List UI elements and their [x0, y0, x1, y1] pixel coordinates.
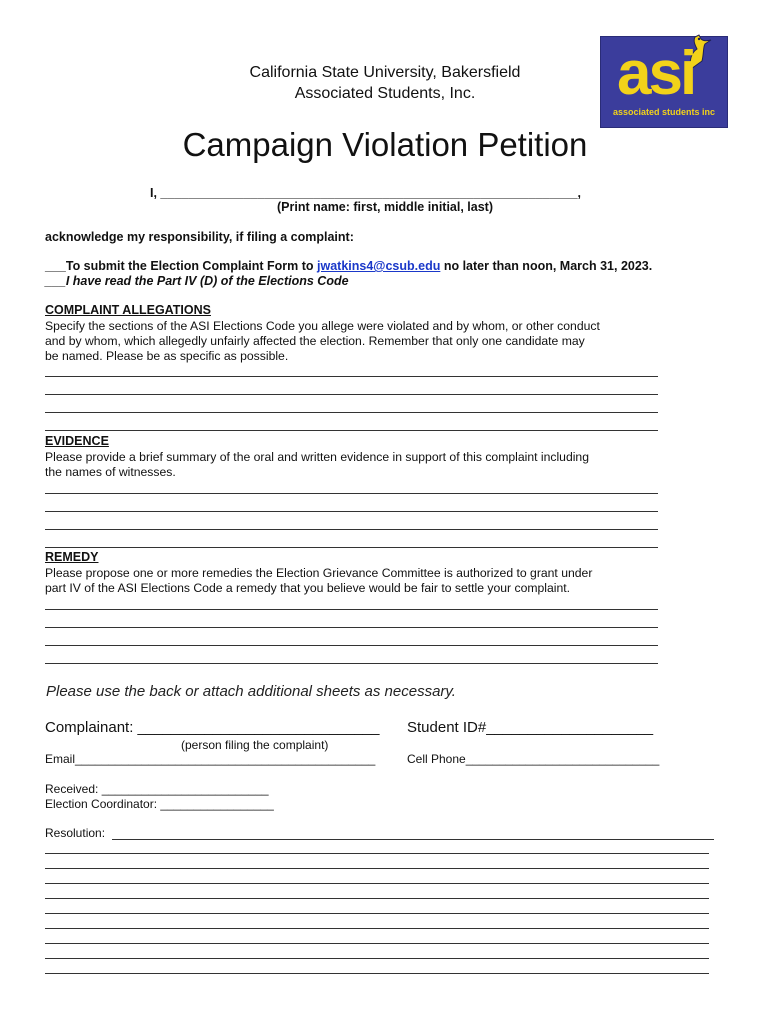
allegations-text-3: be named. Please be as specific as possible.	[45, 349, 289, 363]
resolution-line-8[interactable]	[45, 958, 709, 959]
cell-phone-field[interactable]: Cell Phone_____________________________	[407, 752, 660, 766]
remedy-line-1[interactable]	[45, 609, 658, 610]
evidence-text-1: Please provide a brief summary of the oral and written evidence in support of this complaint including	[45, 450, 589, 464]
allegations-line-4[interactable]	[45, 430, 658, 431]
email-field[interactable]: Email_____________________________________________	[45, 752, 376, 766]
complaint-email-link[interactable]: jwatkins4@csub.edu	[317, 259, 441, 273]
resolution-line-6[interactable]	[45, 928, 709, 929]
logo-word: asi	[617, 39, 695, 108]
allegations-text-2: and by whom, which allegedly unfairly affected the election. Remember that only one candidate may	[45, 334, 585, 348]
additional-sheets-note: Please use the back or attach additional sheets as necessary.	[46, 683, 456, 700]
university-name: California State University, Bakersfield	[249, 64, 521, 81]
complainant-field[interactable]: Complainant: _____________________________	[45, 719, 380, 736]
evidence-line-3[interactable]	[45, 529, 658, 530]
remedy-heading: REMEDY	[45, 550, 99, 564]
acknowledge-item-2[interactable]: ___I have read the Part IV (D) of the Elections Code	[45, 274, 349, 288]
allegations-line-3[interactable]	[45, 412, 658, 413]
remedy-line-2[interactable]	[45, 627, 658, 628]
remedy-text-1: Please propose one or more remedies the Election Grievance Committee is authorized to grant under	[45, 566, 593, 580]
evidence-line-1[interactable]	[45, 493, 658, 494]
resolution-line-7[interactable]	[45, 943, 709, 944]
acknowledge-item-1	[45, 259, 652, 273]
remedy-line-4[interactable]	[45, 663, 658, 664]
election-coordinator-field[interactable]: Election Coordinator: _________________	[45, 797, 274, 811]
allegations-line-2[interactable]	[45, 394, 658, 395]
asi-logo	[600, 36, 728, 128]
student-id-field[interactable]: Student ID#____________________	[407, 719, 654, 736]
resolution-line-0[interactable]	[112, 839, 714, 840]
evidence-line-2[interactable]	[45, 511, 658, 512]
remedy-line-3[interactable]	[45, 645, 658, 646]
org-name: Associated Students, Inc.	[294, 85, 476, 102]
resolution-line-2[interactable]	[45, 868, 709, 869]
evidence-heading: EVIDENCE	[45, 434, 109, 448]
logo-subtitle: associated students inc	[612, 107, 716, 117]
acknowledge-heading: acknowledge my responsibility, if filing a complaint:	[45, 230, 354, 244]
allegations-heading: COMPLAINT ALLEGATIONS	[45, 303, 211, 317]
resolution-line-9[interactable]	[45, 973, 709, 974]
resolution-line-1[interactable]	[45, 853, 709, 854]
evidence-line-4[interactable]	[45, 547, 658, 548]
page-title: Campaign Violation Petition	[182, 126, 588, 163]
acknowledge-item-1-prefix[interactable]: ___To submit the Election Complaint Form to	[45, 259, 318, 273]
allegations-text-1: Specify the sections of the ASI Elections Code you allege were violated and by whom, or other conduct	[45, 319, 600, 333]
resolution-label: Resolution:	[45, 826, 106, 840]
name-line[interactable]: I, ____________________________________________________________,	[150, 186, 582, 200]
resolution-line-5[interactable]	[45, 913, 709, 914]
resolution-line-4[interactable]	[45, 898, 709, 899]
resolution-line-3[interactable]	[45, 883, 709, 884]
remedy-text-2: part IV of the ASI Elections Code a remedy that you believe would be fair to settle your complaint.	[45, 581, 571, 595]
name-hint: (Print name: first, middle initial, last)	[277, 200, 494, 214]
complainant-hint: (person filing the complaint)	[181, 738, 329, 752]
acknowledge-item-1-suffix: no later than noon, March 31, 2023.	[440, 259, 653, 273]
received-field[interactable]: Received: _________________________	[45, 782, 269, 796]
allegations-line-1[interactable]	[45, 376, 658, 377]
evidence-text-2: the names of witnesses.	[45, 465, 176, 479]
